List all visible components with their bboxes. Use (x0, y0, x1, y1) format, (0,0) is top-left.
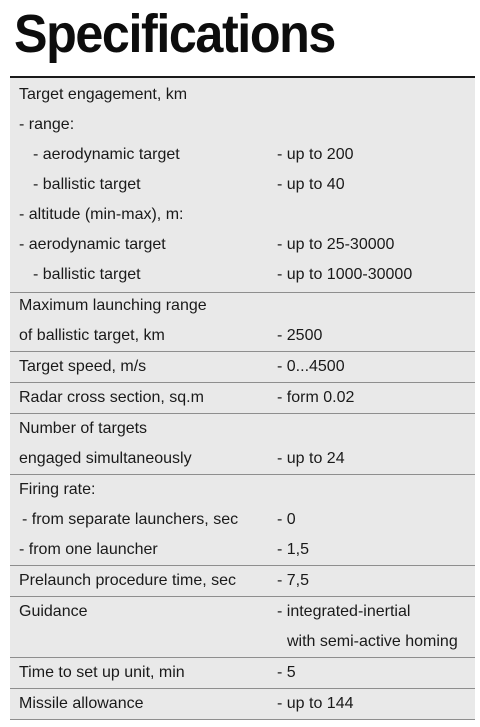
spec-row (10, 291, 475, 321)
spec-row (10, 444, 475, 474)
spec-value: - 1,5 (277, 541, 310, 558)
specifications-table (10, 76, 475, 720)
spec-value: - integrated-inertial (277, 603, 411, 620)
spec-row (10, 230, 475, 260)
spec-value: - up to 144 (277, 695, 354, 712)
spec-row (10, 689, 475, 719)
spec-row (10, 321, 475, 351)
spec-row (10, 260, 475, 290)
spec-label: Guidance (19, 603, 88, 620)
spec-value: - up to 25-30000 (277, 236, 395, 253)
spec-value: - up to 40 (277, 176, 345, 193)
spec-value: - 5 (277, 664, 296, 681)
spec-group-target-engagement (10, 76, 475, 293)
spec-group-guidance (10, 597, 475, 658)
spec-label: - from separate launchers, sec (22, 511, 239, 528)
spec-row (10, 200, 475, 230)
spec-group-target-speed (10, 352, 475, 383)
spec-label: - aerodynamic target (19, 236, 166, 253)
spec-row (10, 627, 475, 657)
spec-row (10, 170, 475, 200)
spec-label: - range: (19, 116, 75, 133)
spec-row (10, 383, 475, 413)
spec-label: Missile allowance (19, 695, 144, 712)
spec-group-radar-cross-section (10, 383, 475, 414)
spec-value: - 7,5 (277, 572, 310, 589)
spec-row (10, 80, 475, 110)
spec-label: Target speed, m/s (19, 358, 147, 375)
spec-group-firing-rate (10, 475, 475, 566)
spec-label: engaged simultaneously (19, 450, 192, 467)
spec-value: - form 0.02 (277, 389, 355, 406)
spec-label: - ballistic target (33, 176, 141, 193)
spec-group-number-of-targets (10, 414, 475, 475)
spec-group-launching-range (10, 291, 475, 352)
spec-label: - ballistic target (33, 266, 141, 283)
spec-row (10, 140, 475, 170)
page-title: Specifications (14, 4, 335, 64)
spec-label: Number of targets (19, 420, 148, 437)
spec-label: Firing rate: (19, 481, 96, 498)
spec-row (10, 110, 475, 140)
spec-row (10, 414, 475, 444)
spec-value: with semi-active homing (287, 633, 458, 650)
spec-row (10, 505, 475, 535)
spec-label: - altitude (min-max), m: (19, 206, 184, 223)
spec-label: - aerodynamic target (33, 146, 180, 163)
spec-value: - 0 (277, 511, 296, 528)
spec-group-prelaunch-time (10, 566, 475, 597)
spec-row (10, 566, 475, 596)
spec-label: Maximum launching range (19, 297, 207, 314)
spec-row (10, 475, 475, 505)
spec-value: - up to 24 (277, 450, 345, 467)
spec-row (10, 535, 475, 565)
spec-group-missile-allowance (10, 689, 475, 720)
spec-label: - from one launcher (19, 541, 158, 558)
spec-label: Radar cross section, sq.m (19, 389, 204, 406)
spec-label: Prelaunch procedure time, sec (19, 572, 236, 589)
spec-row (10, 658, 475, 688)
spec-label: Target engagement, km (19, 86, 188, 103)
spec-value: - 2500 (277, 327, 323, 344)
spec-row (10, 597, 475, 627)
spec-value: - up to 1000-30000 (277, 266, 413, 283)
spec-value: - 0...4500 (277, 358, 345, 375)
spec-label: Time to set up unit, min (19, 664, 185, 681)
spec-value: - up to 200 (277, 146, 354, 163)
spec-row (10, 352, 475, 382)
spec-group-setup-time (10, 658, 475, 689)
spec-label: of ballistic target, km (19, 327, 165, 344)
